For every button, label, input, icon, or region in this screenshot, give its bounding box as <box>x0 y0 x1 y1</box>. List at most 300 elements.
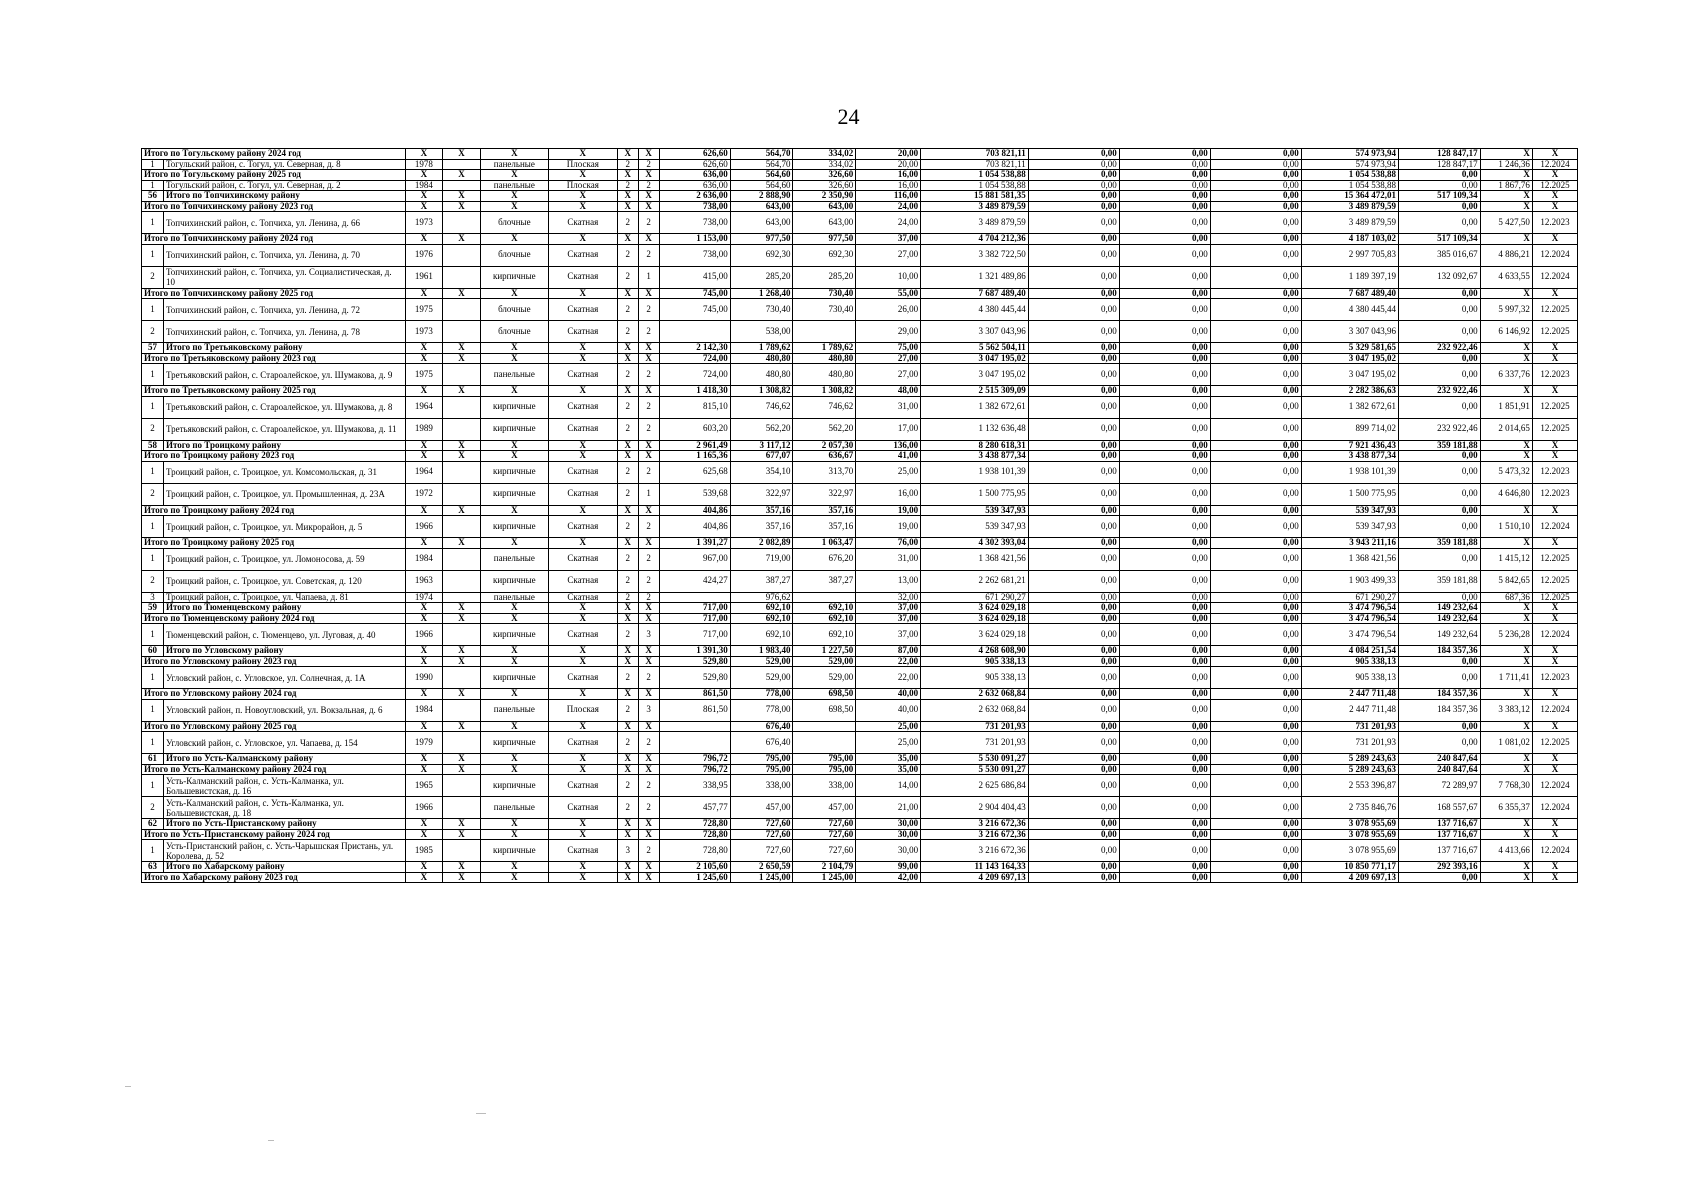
table-cell: кирпичные <box>480 732 548 754</box>
table-cell: 2 262 681,21 <box>921 570 1029 592</box>
table-cell: 4 187 103,02 <box>1301 234 1398 245</box>
table-cell: 0,00 <box>1028 819 1119 830</box>
table-cell: 0,00 <box>1210 483 1301 505</box>
table-cell: 2 <box>617 299 638 321</box>
table-cell: 0,00 <box>1119 234 1210 245</box>
table-cell: X <box>405 613 443 624</box>
table-cell: X <box>1480 872 1532 883</box>
table-cell: X <box>480 754 548 765</box>
table-cell: 0,00 <box>1210 364 1301 386</box>
table-cell <box>443 244 481 266</box>
table-cell: 2 <box>638 775 659 797</box>
table-cell: 0,00 <box>1028 266 1119 288</box>
table-row <box>142 386 1578 397</box>
table-cell: 22,00 <box>856 667 921 689</box>
row-address: Троицкий район, с. Троицкое, ул. Промышленная, д. 23А <box>163 483 405 505</box>
table-cell: 6 146,92 <box>1480 321 1532 343</box>
table-cell <box>443 364 481 386</box>
table-cell: 1 227,50 <box>793 646 856 657</box>
table-cell: Скатная <box>548 840 617 862</box>
table-cell: X <box>480 386 548 397</box>
row-label: Итого по Хабарскому району 2023 год <box>142 872 406 883</box>
table-cell: 0,00 <box>1399 667 1481 689</box>
table-cell: 796,72 <box>659 754 730 765</box>
table-row <box>142 603 1578 614</box>
table-cell: X <box>1532 754 1577 765</box>
table-row <box>142 212 1578 234</box>
table-cell: 5 289 243,63 <box>1301 764 1398 775</box>
table-cell: 727,60 <box>730 829 793 840</box>
table-row <box>142 159 1578 170</box>
table-cell: 5 289 243,63 <box>1301 754 1398 765</box>
table-cell: X <box>1532 149 1577 160</box>
table-cell: 2 <box>617 732 638 754</box>
table-cell: 0,00 <box>1119 244 1210 266</box>
table-cell: 1972 <box>405 483 443 505</box>
table-cell: 687,36 <box>1480 592 1532 603</box>
table-cell: X <box>405 721 443 732</box>
table-cell: 2 <box>638 570 659 592</box>
table-cell: X <box>548 440 617 451</box>
table-cell: 730,40 <box>793 288 856 299</box>
table-cell: 731 201,93 <box>1301 732 1398 754</box>
table-cell: 0,00 <box>1119 364 1210 386</box>
table-cell: 19,00 <box>856 505 921 516</box>
table-cell: 0,00 <box>1028 516 1119 538</box>
table-cell: 0,00 <box>1119 201 1210 212</box>
table-cell <box>659 721 730 732</box>
table-cell: 692,10 <box>793 613 856 624</box>
table-cell: 3 <box>638 624 659 646</box>
table-cell: 562,20 <box>730 418 793 440</box>
row-address: Троицкий район, с. Троицкое, ул. Комсомольская, д. 31 <box>163 461 405 483</box>
table-cell: 698,50 <box>793 699 856 721</box>
table-cell: 480,80 <box>730 353 793 364</box>
table-cell: X <box>617 862 638 873</box>
table-cell: 0,00 <box>1119 872 1210 883</box>
row-address: Троицкий район, с. Троицкое, ул. Микрорайон, д. 5 <box>163 516 405 538</box>
table-cell: X <box>1480 440 1532 451</box>
table-row <box>142 343 1578 354</box>
table-cell: X <box>1532 440 1577 451</box>
table-cell: 2 057,30 <box>793 440 856 451</box>
table-cell <box>443 180 481 191</box>
table-cell: X <box>1480 862 1532 873</box>
table-cell: 1973 <box>405 321 443 343</box>
table-cell: X <box>617 234 638 245</box>
table-cell: 676,40 <box>730 721 793 732</box>
table-cell: X <box>548 288 617 299</box>
table-cell: 1 189 397,19 <box>1301 266 1398 288</box>
table-cell: 334,02 <box>793 159 856 170</box>
table-cell: 457,00 <box>730 797 793 819</box>
table-cell: Скатная <box>548 548 617 570</box>
table-cell: 30,00 <box>856 819 921 830</box>
table-cell: 0,00 <box>1119 212 1210 234</box>
table-cell: X <box>480 603 548 614</box>
table-cell: 0,00 <box>1210 732 1301 754</box>
table-cell: X <box>1532 656 1577 667</box>
table-cell: X <box>1532 538 1577 549</box>
table-cell: 2 <box>617 516 638 538</box>
row-address: Топчихинский район, с. Топчиха, ул. Ленина, д. 70 <box>163 244 405 266</box>
table-cell: X <box>405 149 443 160</box>
table-row <box>142 721 1578 732</box>
table-cell: X <box>1480 353 1532 364</box>
table-cell: 137 716,67 <box>1399 840 1481 862</box>
table-cell: 0,00 <box>1210 667 1301 689</box>
table-cell: X <box>480 872 548 883</box>
row-address: Тогульский район, с. Тогул, ул. Северная, д. 8 <box>163 159 405 170</box>
table-cell: 338,95 <box>659 775 730 797</box>
table-cell: 0,00 <box>1028 353 1119 364</box>
table-cell: 643,00 <box>730 201 793 212</box>
table-cell: 0,00 <box>1028 212 1119 234</box>
table-cell: 2 <box>617 699 638 721</box>
table-cell: X <box>638 288 659 299</box>
table-cell: 0,00 <box>1210 624 1301 646</box>
table-row <box>142 570 1578 592</box>
table-cell: 1985 <box>405 840 443 862</box>
table-cell: 3 474 796,54 <box>1301 613 1398 624</box>
table-cell: 692,10 <box>730 624 793 646</box>
table-cell: 0,00 <box>1028 775 1119 797</box>
table-cell: X <box>548 149 617 160</box>
table-cell: 7 768,30 <box>1480 775 1532 797</box>
table-cell: X <box>480 353 548 364</box>
table-cell: X <box>638 149 659 160</box>
table-cell: 0,00 <box>1028 505 1119 516</box>
table-cell: 0,00 <box>1210 288 1301 299</box>
table-cell: 0,00 <box>1028 201 1119 212</box>
table-cell: 76,00 <box>856 538 921 549</box>
table-cell: 2 <box>638 321 659 343</box>
row-label: Итого по Угловскому району <box>163 646 405 657</box>
table-cell: 2 <box>638 840 659 862</box>
table-cell: X <box>638 613 659 624</box>
table-cell: 717,00 <box>659 624 730 646</box>
table-cell: X <box>617 656 638 667</box>
table-cell: 334,02 <box>793 149 856 160</box>
table-cell: X <box>480 288 548 299</box>
table-cell: 37,00 <box>856 603 921 614</box>
row-number: 1 <box>142 732 164 754</box>
table-cell: 574 973,94 <box>1301 149 1398 160</box>
table-cell: 0,00 <box>1119 592 1210 603</box>
table-cell: 0,00 <box>1119 840 1210 862</box>
table-cell: 0,00 <box>1119 732 1210 754</box>
table-cell: 55,00 <box>856 288 921 299</box>
table-cell: 1 268,40 <box>730 288 793 299</box>
table-cell: X <box>443 343 481 354</box>
table-cell: 27,00 <box>856 364 921 386</box>
table-cell: X <box>548 353 617 364</box>
row-label: Итого по Троицкому району 2023 год <box>142 451 406 462</box>
table-cell: 48,00 <box>856 386 921 397</box>
table-cell: 1 245,00 <box>730 872 793 883</box>
table-cell: X <box>638 386 659 397</box>
table-cell: X <box>1480 170 1532 181</box>
table-row <box>142 732 1578 754</box>
table-cell: 0,00 <box>1210 862 1301 873</box>
table-cell: 0,00 <box>1399 288 1481 299</box>
table-cell: 1979 <box>405 732 443 754</box>
table-cell: 2 632 068,84 <box>921 689 1029 700</box>
table-cell: 0,00 <box>1399 732 1481 754</box>
table-cell: 404,86 <box>659 505 730 516</box>
table-row <box>142 872 1578 883</box>
register-table <box>141 148 1578 883</box>
table-cell: кирпичные <box>480 775 548 797</box>
table-cell: 643,00 <box>793 212 856 234</box>
table-cell: 12.2024 <box>1532 624 1577 646</box>
table-cell: 0,00 <box>1028 840 1119 862</box>
table-cell: X <box>638 819 659 830</box>
table-cell <box>793 321 856 343</box>
table-cell: 2 <box>617 592 638 603</box>
table-cell: 564,70 <box>730 149 793 160</box>
table-cell: 4 633,55 <box>1480 266 1532 288</box>
table-cell: 1984 <box>405 699 443 721</box>
table-cell: 72 289,97 <box>1399 775 1481 797</box>
table-cell: 480,80 <box>730 364 793 386</box>
table-cell: X <box>1480 689 1532 700</box>
table-cell: 5 997,32 <box>1480 299 1532 321</box>
table-cell: 745,00 <box>659 299 730 321</box>
table-cell: 795,00 <box>730 764 793 775</box>
table-cell: 1963 <box>405 570 443 592</box>
table-cell: Скатная <box>548 299 617 321</box>
table-cell <box>443 592 481 603</box>
table-cell: 387,27 <box>793 570 856 592</box>
table-cell: 0,00 <box>1119 461 1210 483</box>
table-cell: 313,70 <box>793 461 856 483</box>
table-cell: X <box>1532 451 1577 462</box>
table-row <box>142 483 1578 505</box>
table-cell: 3 047 195,02 <box>921 353 1029 364</box>
row-label: Итого по Усть-Пристанскому району 2024 год <box>142 829 406 840</box>
table-row <box>142 829 1578 840</box>
table-cell: Скатная <box>548 244 617 266</box>
table-cell: 15 881 581,35 <box>921 191 1029 202</box>
row-label: Итого по Тогульскому району 2024 год <box>142 149 406 160</box>
table-cell: 0,00 <box>1028 754 1119 765</box>
table-cell: 905 338,13 <box>1301 656 1398 667</box>
table-cell: X <box>443 754 481 765</box>
table-cell: X <box>548 386 617 397</box>
table-cell: 1966 <box>405 624 443 646</box>
table-cell: X <box>480 234 548 245</box>
table-cell: 738,00 <box>659 201 730 212</box>
table-cell: 724,00 <box>659 364 730 386</box>
table-cell: 626,60 <box>659 159 730 170</box>
table-cell: 2 <box>617 775 638 797</box>
row-label: Итого по Усть-Калманскому району <box>163 754 405 765</box>
row-label: Итого по Троицкому району 2024 год <box>142 505 406 516</box>
table-cell: X <box>443 872 481 883</box>
register-table-container <box>141 148 1578 883</box>
table-cell: X <box>638 603 659 614</box>
row-number: 1 <box>142 461 164 483</box>
table-cell: 529,00 <box>730 667 793 689</box>
table-cell: X <box>1480 201 1532 212</box>
table-cell: 4 704 212,36 <box>921 234 1029 245</box>
table-cell: X <box>548 191 617 202</box>
table-cell: 11 143 164,33 <box>921 862 1029 873</box>
table-cell: 5 530 091,27 <box>921 764 1029 775</box>
table-cell: X <box>548 603 617 614</box>
table-cell <box>443 699 481 721</box>
row-address: Третьяковский район, с. Староалейское, ул. Шумакова, д. 8 <box>163 396 405 418</box>
table-cell: Скатная <box>548 364 617 386</box>
table-cell: 3 047 195,02 <box>1301 353 1398 364</box>
table-cell: 3 307 043,96 <box>1301 321 1398 343</box>
table-cell: 899 714,02 <box>1301 418 1398 440</box>
table-cell: 730,40 <box>730 299 793 321</box>
table-cell: 3 624 029,18 <box>921 613 1029 624</box>
table-cell: 5 329 581,65 <box>1301 343 1398 354</box>
table-cell: 0,00 <box>1399 548 1481 570</box>
table-cell: 5 473,32 <box>1480 461 1532 483</box>
table-cell: 861,50 <box>659 699 730 721</box>
table-cell: 0,00 <box>1210 548 1301 570</box>
table-cell: 1989 <box>405 418 443 440</box>
row-address: Третьяковский район, с. Староалейское, ул. Шумакова, д. 9 <box>163 364 405 386</box>
table-cell: 0,00 <box>1119 180 1210 191</box>
table-cell: 387,27 <box>730 570 793 592</box>
table-cell: X <box>443 505 481 516</box>
table-cell: 2 <box>638 396 659 418</box>
table-cell: 0,00 <box>1210 180 1301 191</box>
table-cell: 0,00 <box>1119 159 1210 170</box>
table-cell <box>443 418 481 440</box>
table-cell: 529,00 <box>793 656 856 667</box>
table-cell: 703 821,11 <box>921 159 1029 170</box>
table-cell: 0,00 <box>1028 829 1119 840</box>
row-address: Топчихинский район, с. Топчиха, ул. Ленина, д. 66 <box>163 212 405 234</box>
row-label: Итого по Усть-Пристанскому району <box>163 819 405 830</box>
table-cell: 0,00 <box>1028 872 1119 883</box>
table-row <box>142 299 1578 321</box>
table-cell <box>443 516 481 538</box>
table-cell: 4 302 393,04 <box>921 538 1029 549</box>
table-cell: X <box>638 689 659 700</box>
row-number: 1 <box>142 840 164 862</box>
table-cell: 2 <box>617 548 638 570</box>
table-cell: 3 489 879,59 <box>1301 201 1398 212</box>
table-cell: 75,00 <box>856 343 921 354</box>
table-cell: 2 142,30 <box>659 343 730 354</box>
table-cell: 0,00 <box>1028 451 1119 462</box>
table-cell: 2 735 846,76 <box>1301 797 1398 819</box>
table-cell: 1 308,82 <box>793 386 856 397</box>
table-cell: X <box>617 170 638 181</box>
table-cell: 25,00 <box>856 461 921 483</box>
table-cell: 128 847,17 <box>1399 159 1481 170</box>
table-cell: 529,00 <box>793 667 856 689</box>
table-cell: 5 236,28 <box>1480 624 1532 646</box>
table-cell: 40,00 <box>856 689 921 700</box>
table-cell: 12.2024 <box>1532 516 1577 538</box>
table-cell: 2 <box>638 592 659 603</box>
table-cell: 0,00 <box>1119 775 1210 797</box>
table-cell: 4 886,21 <box>1480 244 1532 266</box>
table-cell: X <box>638 862 659 873</box>
table-cell: 0,00 <box>1399 483 1481 505</box>
table-cell: 322,97 <box>793 483 856 505</box>
table-cell: 37,00 <box>856 624 921 646</box>
table-cell: 2 <box>638 548 659 570</box>
table-cell <box>443 299 481 321</box>
table-cell: X <box>405 754 443 765</box>
table-cell: 12.2025 <box>1532 321 1577 343</box>
table-cell: X <box>1480 343 1532 354</box>
table-cell: 728,80 <box>659 840 730 862</box>
table-cell: 905 338,13 <box>921 667 1029 689</box>
row-address: Тюменцевский район, с. Тюменцево, ул. Луговая, д. 40 <box>163 624 405 646</box>
table-cell: X <box>617 201 638 212</box>
table-cell: 37,00 <box>856 613 921 624</box>
table-cell: X <box>617 603 638 614</box>
table-cell: 603,20 <box>659 418 730 440</box>
table-cell: 0,00 <box>1210 764 1301 775</box>
table-cell: 0,00 <box>1119 299 1210 321</box>
table-cell: 905 338,13 <box>921 656 1029 667</box>
table-cell: 0,00 <box>1210 201 1301 212</box>
table-cell: 2 014,65 <box>1480 418 1532 440</box>
table-cell: 636,00 <box>659 180 730 191</box>
table-cell: 0,00 <box>1210 538 1301 549</box>
table-cell: 0,00 <box>1119 451 1210 462</box>
table-cell: X <box>1532 764 1577 775</box>
table-cell: X <box>1480 386 1532 397</box>
table-cell: X <box>548 234 617 245</box>
table-cell: 0,00 <box>1028 689 1119 700</box>
table-cell: X <box>638 451 659 462</box>
table-cell: 539 347,93 <box>1301 505 1398 516</box>
table-cell: X <box>405 451 443 462</box>
table-cell: 424,27 <box>659 570 730 592</box>
table-cell: 3 489 879,59 <box>921 212 1029 234</box>
table-cell: 692,30 <box>793 244 856 266</box>
table-cell: 2 350,90 <box>793 191 856 202</box>
table-cell: 1975 <box>405 364 443 386</box>
table-cell: 12.2024 <box>1532 840 1577 862</box>
table-cell: X <box>1532 689 1577 700</box>
table-cell: X <box>405 440 443 451</box>
table-cell: 1984 <box>405 548 443 570</box>
table-cell: 977,50 <box>730 234 793 245</box>
table-cell: 0,00 <box>1028 364 1119 386</box>
table-cell: X <box>405 862 443 873</box>
table-cell: панельные <box>480 364 548 386</box>
table-cell: X <box>443 201 481 212</box>
table-cell: 2 <box>617 418 638 440</box>
table-cell: 0,00 <box>1119 418 1210 440</box>
table-cell: 0,00 <box>1119 667 1210 689</box>
table-cell: 0,00 <box>1119 613 1210 624</box>
table-cell: 232 922,46 <box>1399 418 1481 440</box>
table-cell: 0,00 <box>1028 288 1119 299</box>
table-cell: 3 216 672,36 <box>921 829 1029 840</box>
table-cell: 1 983,40 <box>730 646 793 657</box>
table-cell: Скатная <box>548 592 617 603</box>
table-cell: 0,00 <box>1399 451 1481 462</box>
table-cell <box>443 732 481 754</box>
table-cell: 0,00 <box>1028 613 1119 624</box>
table-cell: X <box>638 343 659 354</box>
table-cell: кирпичные <box>480 516 548 538</box>
